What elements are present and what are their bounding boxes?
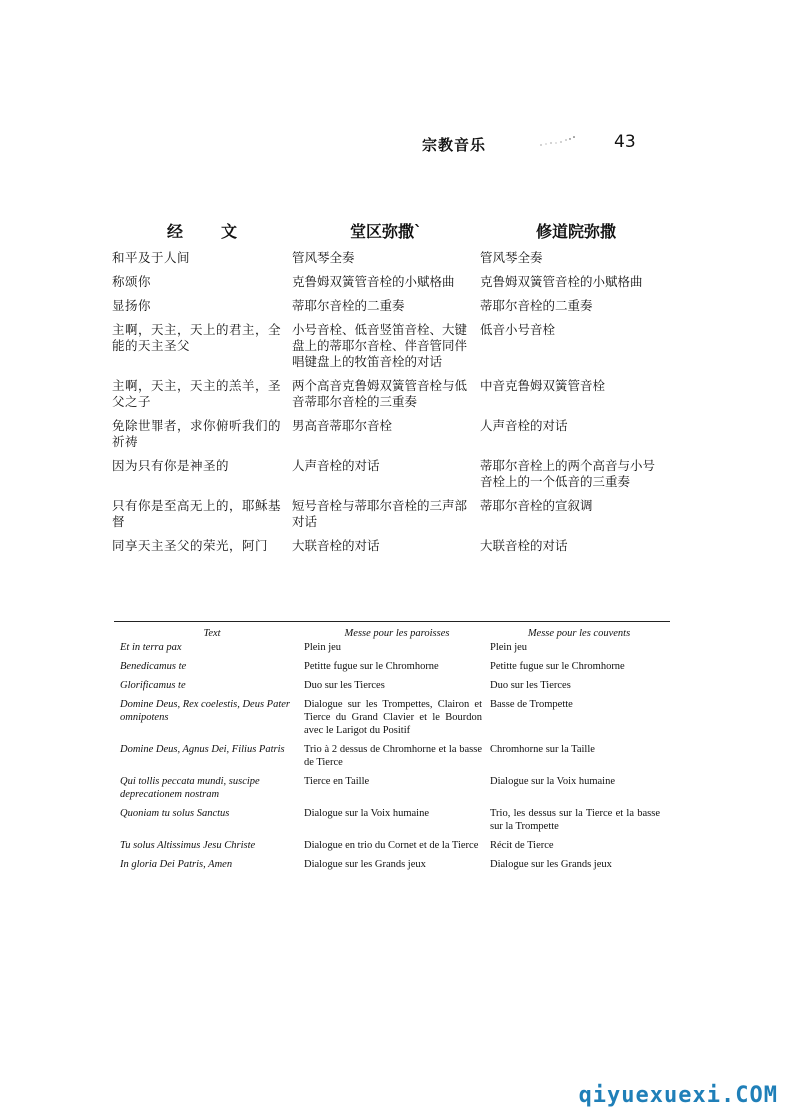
table-row — [120, 839, 668, 858]
parish-cell: 人声音栓的对话 — [292, 458, 380, 473]
page-header — [0, 128, 794, 158]
convent-cell: Trio, les dessus sur la Tierce et la basse sur la Trompette — [490, 808, 660, 832]
parish-cell: 短号音栓与蒂耶尔音栓的三声部对话 — [292, 498, 468, 529]
liturgical-text-cell: 主啊，天主，天上的君主，全能的天主圣父 — [112, 322, 282, 353]
table-row — [120, 641, 668, 660]
liturgical-text-cell: Benedicamus te — [120, 661, 187, 672]
liturgical-text-cell: Domine Deus, Rex coelestis, Deus Pater omnipotens — [120, 699, 290, 723]
convent-cell: 低音小号音栓 — [480, 322, 556, 337]
liturgical-text-cell: 主啊，天主，天主的羔羊，圣父之子 — [112, 378, 282, 409]
parish-cell: Dialogue sur la Voix humaine — [304, 808, 430, 819]
scan-speckle — [538, 134, 578, 148]
liturgical-text-cell: 显扬你 — [112, 298, 152, 313]
parish-cell: 男高音蒂耶尔音栓 — [292, 418, 393, 433]
table-row — [112, 498, 672, 538]
convent-cell: Dialogue sur la Voix humaine — [490, 776, 616, 787]
liturgical-text-cell: In gloria Dei Patris, Amen — [120, 859, 233, 870]
convent-cell: Plein jeu — [490, 642, 528, 653]
convent-cell: 克鲁姆双簧管音栓的小赋格曲 — [480, 274, 643, 289]
parish-cell: 蒂耶尔音栓的二重奏 — [292, 298, 405, 313]
convent-cell: 蒂耶尔音栓上的两个高音与小号音栓上的一个低音的三重奏 — [480, 458, 656, 489]
parish-cell: Dialogue en trio du Cornet et de la Tierce — [304, 840, 479, 851]
table-row — [112, 274, 672, 298]
table-row — [120, 660, 668, 679]
parish-cell: Dialogue sur les Grands jeux — [304, 859, 426, 870]
convent-cell: Duo sur les Tierces — [490, 680, 571, 691]
liturgical-text-cell: Domine Deus, Agnus Dei, Filius Patris — [120, 744, 285, 755]
table-row — [112, 250, 672, 274]
liturgical-text-cell: 因为只有你是神圣的 — [112, 458, 230, 473]
section-divider — [114, 621, 670, 622]
convent-cell: Récit de Tierce — [490, 840, 554, 851]
table-row — [112, 378, 672, 418]
liturgical-text-cell: 只有你是至高无上的，耶稣基督 — [112, 498, 282, 529]
table-row — [120, 807, 668, 839]
column-header-convent-mass: Messe pour les couvents — [527, 628, 631, 639]
parish-cell: 管风琴全奏 — [292, 250, 355, 265]
column-header-convent-mass: 修道院弥撒 — [535, 221, 616, 241]
parish-cell: 两个高音克鲁姆双簧管音栓与低音蒂耶尔音栓的三重奏 — [292, 378, 468, 409]
french-mass-table — [120, 628, 668, 877]
running-title: 宗教音乐 — [422, 136, 487, 154]
parish-cell: Duo sur les Tierces — [304, 680, 385, 691]
parish-cell: Trio à 2 dessus de Chromhorne et la basse de Tierce — [304, 744, 482, 768]
parish-cell: 大联音栓的对话 — [292, 538, 380, 553]
convent-cell: 蒂耶尔音栓的二重奏 — [480, 298, 593, 313]
liturgical-text-cell: Et in terra pax — [120, 642, 182, 653]
liturgical-text-cell: Qui tollis peccata mundi, suscipe deprecationem nostram — [120, 776, 260, 800]
column-header-text: Text — [203, 628, 221, 639]
convent-cell: 人声音栓的对话 — [480, 418, 568, 433]
column-header-parish-mass: Messe pour les paroisses — [344, 628, 450, 639]
table-header-row — [120, 628, 668, 641]
column-header-parish-mass: 堂区弥撒` — [349, 221, 422, 241]
page-number: 43 — [614, 132, 636, 152]
convent-cell: Petitte fugue sur le Chromhorne — [490, 661, 625, 672]
table-row — [112, 298, 672, 322]
liturgical-text-cell: 同享天主圣父的荣光，阿门 — [112, 538, 269, 553]
table-row — [112, 458, 672, 498]
liturgical-text-cell: 称颂你 — [112, 274, 152, 289]
parish-cell: Dialogue sur les Trompettes, Clairon et Tierce du Grand Clavier et le Bourdon avec le Larigot du Positif — [304, 699, 482, 736]
liturgical-text-cell: 和平及于人间 — [112, 250, 191, 265]
liturgical-text-cell: 免除世罪者，求你俯听我们的祈祷 — [112, 418, 282, 449]
table-row — [112, 418, 672, 458]
liturgical-text-cell: Glorificamus te — [120, 680, 186, 691]
liturgical-text-cell: Quoniam tu solus Sanctus — [120, 808, 230, 819]
table-header-row — [112, 218, 672, 250]
table-row — [120, 743, 668, 775]
convent-cell: 中音克鲁姆双簧管音栓 — [480, 378, 606, 393]
convent-cell: 管风琴全奏 — [480, 250, 543, 265]
convent-cell: 大联音栓的对话 — [480, 538, 568, 553]
table-row — [120, 679, 668, 698]
convent-cell: Chromhorne sur la Taille — [490, 744, 595, 755]
chinese-mass-table — [112, 218, 672, 562]
parish-cell: 克鲁姆双簧管音栓的小赋格曲 — [292, 274, 455, 289]
table-row — [120, 775, 668, 807]
column-header-text: 经文 — [166, 221, 275, 241]
site-watermark: qiyuexuexi.COM — [578, 1083, 778, 1108]
parish-cell: Tierce en Taille — [304, 776, 370, 787]
table-row — [112, 322, 672, 378]
convent-cell: Basse de Trompette — [490, 699, 573, 710]
convent-cell: 蒂耶尔音栓的宣叙调 — [480, 498, 593, 513]
table-row — [112, 538, 672, 562]
table-row — [120, 698, 668, 743]
convent-cell: Dialogue sur les Grands jeux — [490, 859, 612, 870]
table-row — [120, 858, 668, 877]
parish-cell: Plein jeu — [304, 642, 342, 653]
liturgical-text-cell: Tu solus Altissimus Jesu Christe — [120, 840, 256, 851]
parish-cell: 小号音栓、低音竖笛音栓、大键盘上的蒂耶尔音栓、伴音管同伴唱键盘上的牧笛音栓的对话 — [292, 322, 468, 369]
parish-cell: Petitte fugue sur le Chromhorne — [304, 661, 439, 672]
